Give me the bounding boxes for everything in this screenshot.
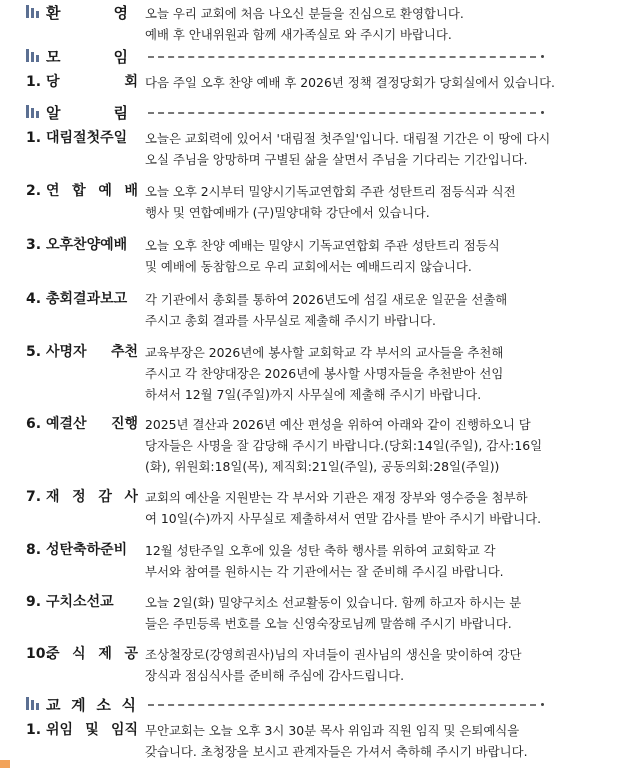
item-heading: 성탄축하준비 — [46, 542, 128, 558]
title-char: 모 — [46, 48, 61, 66]
item-line: 및 예배에 동참함으로 우리 교회에서는 예배드리지 않습니다. — [145, 259, 472, 274]
item-heading: 구치소선교 — [46, 594, 114, 610]
dashed-divider — [148, 56, 536, 58]
item-heading: 예결산 진행 — [46, 416, 138, 432]
item-number: 1. — [26, 130, 42, 146]
item-heading: 위임 및 임직 — [46, 722, 138, 738]
item-heading: 사명자 추천 — [46, 344, 138, 360]
title-char: 림 — [113, 104, 128, 122]
item-line: 다음 주일 오후 찬양 예배 후 2026년 정책 결정당회가 당회실에서 있습니다. — [145, 75, 555, 90]
item-line: 오늘 오후 찬양 예배는 밀양시 기독교연합회 주관 성탄트리 점등식 — [145, 238, 500, 253]
item-line: (화), 위원회:18일(목), 제직회:21일(주일), 공동의회:28일(주일)) — [145, 459, 500, 474]
item-line: 당자들은 사명을 잘 감당해 주시기 바랍니다.(당회:14일(주일), 감사:16일 — [145, 438, 543, 453]
item-heading: 중 식 제 공 — [46, 646, 138, 662]
item-number: 8. — [26, 542, 42, 558]
bars-icon — [26, 697, 40, 710]
title-char: 교 — [46, 696, 61, 714]
item-number: 1. — [26, 74, 42, 90]
bars-icon — [26, 49, 40, 62]
item-body — [145, 181, 605, 223]
bars-icon — [26, 105, 40, 118]
item-number: 4. — [26, 291, 42, 307]
title-char: 식 — [121, 696, 136, 714]
item-line: 장식과 점심식사를 준비해 주심에 감사드립니다. — [145, 668, 405, 683]
item-body — [145, 72, 605, 93]
item-line: 행사 및 연합예배가 (구)밀양대학 강단에서 있습니다. — [145, 205, 430, 220]
item-body — [145, 128, 605, 170]
meeting-title — [46, 47, 136, 67]
item-body — [145, 342, 605, 405]
welcome-title — [46, 3, 136, 23]
item-heading: 당 회 — [46, 74, 138, 90]
item-line: 2025년 결산과 2026년 예산 편성을 위하여 아래와 같이 진행하오니 담 — [145, 417, 531, 432]
dashed-divider — [148, 704, 536, 706]
item-number: 7. — [26, 489, 42, 505]
welcome-line: 오늘 우리 교회에 처음 나오신 분들을 진심으로 환영합니다. — [145, 6, 464, 21]
item-number: 10. — [26, 646, 51, 662]
section-fellowship — [0, 692, 630, 718]
item-line: 각 기관에서 총회를 통하여 2026년도에 섬길 새로운 일꾼을 선출해 — [145, 292, 508, 307]
item-body — [145, 235, 605, 277]
section-title-meeting — [46, 47, 136, 67]
section-meeting — [0, 44, 630, 70]
section-title-fellowship — [46, 695, 136, 715]
item-line: 주시고 각 찬양대장은 2026년에 봉사할 사명자들을 추천받아 선임 — [145, 366, 504, 381]
item-line: 하셔서 12월 7일(주일)까지 사무실에 제출해 주시기 바랍니다. — [145, 387, 482, 402]
item-number: 3. — [26, 237, 42, 253]
item-line: 교육부장은 2026년에 봉사할 교회학교 각 부서의 교사들을 추천해 — [145, 345, 504, 360]
item-body — [145, 720, 605, 762]
item-number: 6. — [26, 416, 42, 432]
item-body — [145, 540, 605, 582]
item-heading: 대림절첫주일 — [46, 130, 128, 146]
item-body — [145, 592, 605, 634]
item-body — [145, 289, 605, 331]
item-line: 여 10일(수)까지 사무실로 제출하셔서 연말 감사를 받아 주시기 바랍니다. — [145, 511, 542, 526]
welcome-line: 예배 후 안내위원과 함께 새가족실로 와 주시기 바랍니다. — [145, 27, 452, 42]
section-title-welcome — [46, 3, 136, 23]
title-char: 영 — [113, 4, 128, 22]
item-heading: 재 정 감 사 — [46, 489, 138, 505]
bars-icon — [26, 5, 40, 18]
section-title-notices — [46, 103, 136, 123]
item-line: 조상철장로(강영희권사)님의 자녀들이 권사님의 생신을 맞이하여 강단 — [145, 647, 522, 662]
item-body — [145, 487, 605, 529]
item-line: 오늘은 교회력에 있어서 '대림절 첫주일'입니다. 대림절 기간은 이 땅에 다시 — [145, 131, 551, 146]
item-line: 오늘 오후 2시부터 밀양시기독교연합회 주관 성탄트리 점등식과 식전 — [145, 184, 516, 199]
notices-title — [46, 103, 136, 123]
item-line: 무안교회는 오늘 오후 3시 30분 목사 위임과 직원 임직 및 은퇴예식을 — [145, 723, 520, 738]
item-line: 오실 주님을 앙망하며 구별된 삶을 살면서 주님을 기다리는 기간입니다. — [145, 152, 528, 167]
corner-accent — [0, 760, 10, 768]
title-char: 소 — [96, 696, 111, 714]
item-line: 교회의 예산을 지원받는 각 부서와 기관은 재정 장부와 영수증을 첨부하 — [145, 490, 528, 505]
item-line: 부서와 참여를 원하시는 각 기관에서는 잘 준비해 주시길 바랍니다. — [145, 564, 504, 579]
item-line: 주시고 총회 결과를 사무실로 제출해 주시기 바랍니다. — [145, 313, 436, 328]
title-char: 환 — [46, 4, 61, 22]
item-line: 갖습니다. 초청장을 보시고 관계자들은 가셔서 축하해 주시기 바랍니다. — [145, 744, 528, 759]
title-char: 계 — [71, 696, 86, 714]
item-number: 5. — [26, 344, 42, 360]
item-line: 들은 주민등록 번호를 오늘 신영숙장로님께 말씀해 주시기 바랍니다. — [145, 616, 512, 631]
item-number: 2. — [26, 183, 42, 199]
dashed-divider — [148, 112, 536, 114]
item-body — [145, 644, 605, 686]
section-notices — [0, 100, 630, 126]
item-number: 1. — [26, 722, 42, 738]
item-heading: 총회결과보고 — [46, 291, 128, 307]
title-char: 알 — [46, 104, 61, 122]
item-heading: 연 합 예 배 — [46, 183, 138, 199]
fellowship-title — [46, 695, 136, 715]
title-char: 임 — [113, 48, 128, 66]
item-heading: 오후찬양예배 — [46, 237, 128, 253]
item-line: 12월 성탄주일 오후에 있을 성탄 축하 행사를 위하여 교회학교 각 — [145, 543, 496, 558]
item-body — [145, 414, 605, 477]
item-number: 9. — [26, 594, 42, 610]
item-line: 오늘 2일(화) 밀양구치소 선교활동이 있습니다. 함께 하고자 하시는 분 — [145, 595, 522, 610]
welcome-body — [145, 3, 605, 45]
